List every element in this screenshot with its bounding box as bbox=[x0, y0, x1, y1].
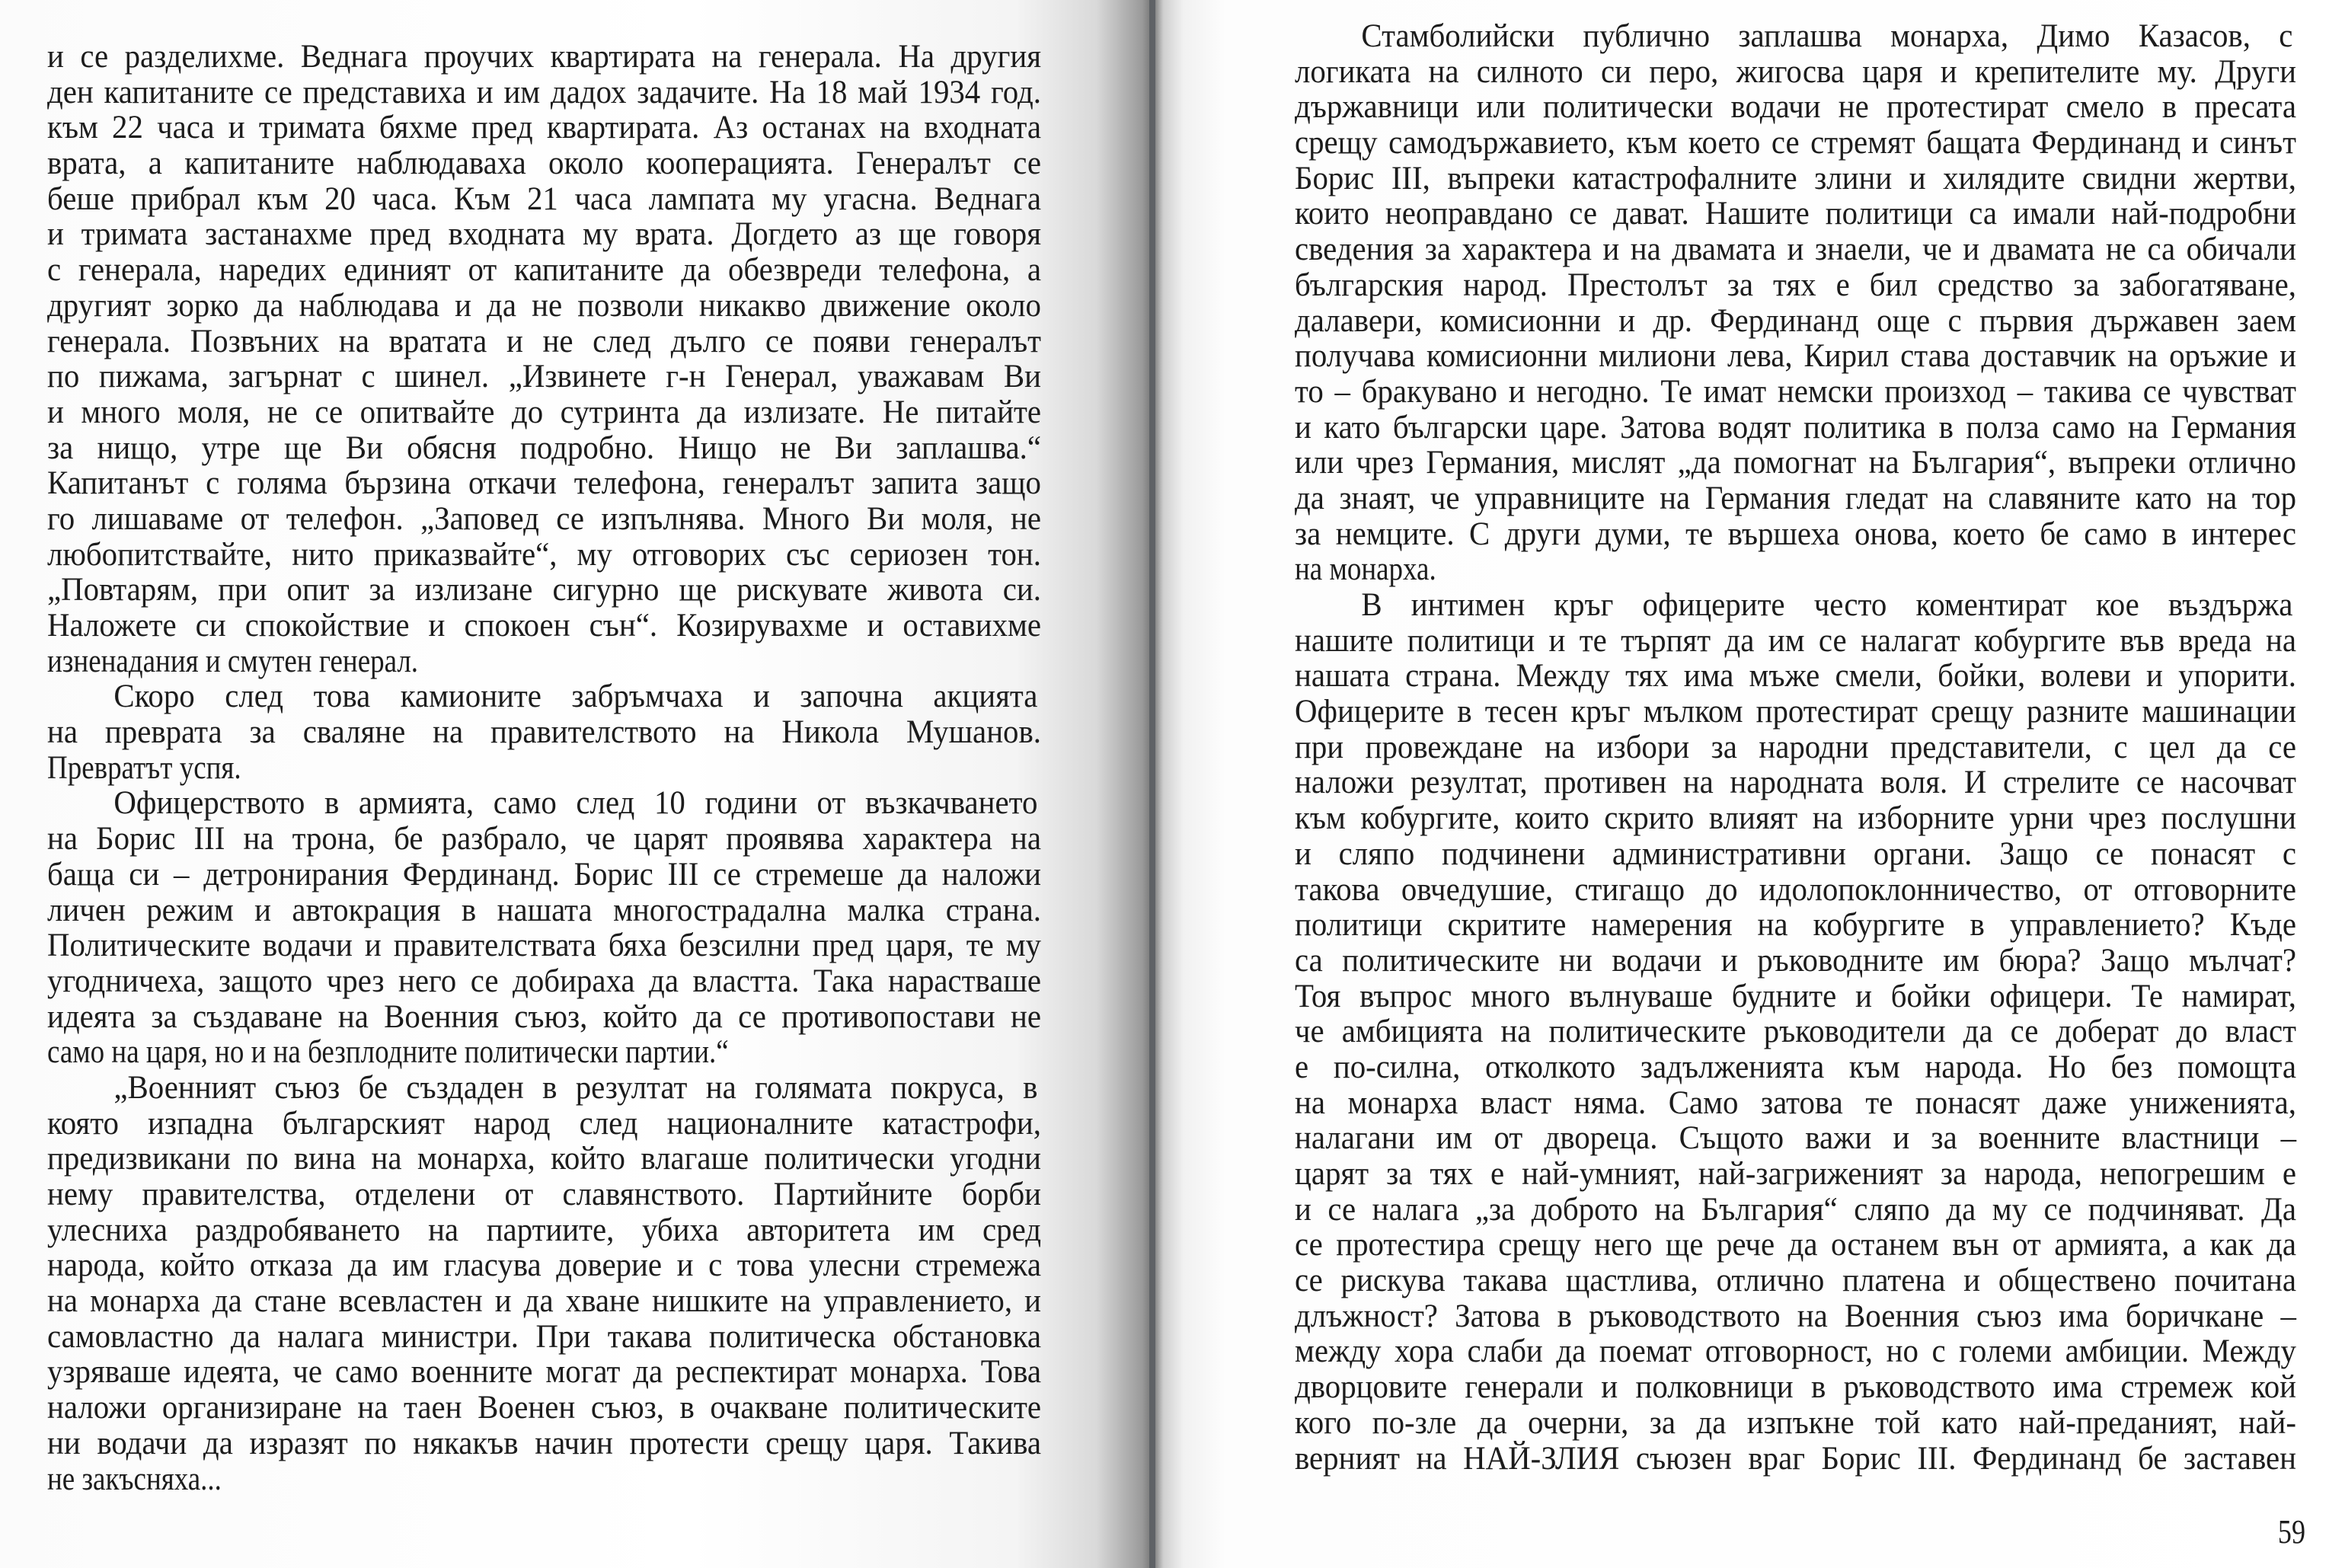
text-line: между хора слаби да поемат отговорност, но с големи амбиции. Между bbox=[1295, 1333, 2296, 1370]
right-page-text bbox=[1295, 19, 2296, 1477]
text-line: личен режим и автокрация в нашата многострадална малка страна. bbox=[47, 892, 1041, 928]
text-line: и като български царе. Затова водят политика в полза само на Германия bbox=[1295, 409, 2296, 445]
text-line: и се налага „за доброто на България“ сляпо да му се подчиняват. Да bbox=[1295, 1191, 2296, 1228]
text-line: беше прибрал към 20 часа. Към 21 часа лампата му угасна. Веднага bbox=[47, 180, 1041, 217]
text-line: Скоро след това камионите забръмчаха и започна акцията bbox=[113, 679, 1038, 715]
text-line: за нищо, утре ще Ви обясня подробно. Нищо не Ви заплашва.“ bbox=[47, 430, 1041, 466]
text-line: то – бракувано и негодно. Те имат немски произход – такива се чувстват bbox=[1295, 373, 2296, 410]
text-line: Стамболийски публично заплашва монарха, Димо Казасов, с bbox=[1361, 18, 2293, 54]
text-line: българския народ. Престолът за тях е бил средство за забогатяване, bbox=[1295, 267, 2296, 303]
text-line: при провеждане на избори за народни представители, с цел да се bbox=[1295, 729, 2296, 765]
left-page-text bbox=[47, 40, 1041, 1497]
text-line: държавници или политически водачи не протестират смело в пресата bbox=[1295, 89, 2296, 126]
text-line: любопитствайте, нито приказвайте“, му отговорих със сериозен тон. bbox=[47, 536, 1041, 573]
text-line: дворцовите генерали и полковници в ръководството има стремеж кой bbox=[1295, 1369, 2296, 1406]
text-line: улесниха раздробяването на партиите, убиха авторитета им сред bbox=[47, 1212, 1041, 1248]
text-line: „Военният съюз бе създаден в резултат на голямата покруса, в bbox=[113, 1069, 1038, 1106]
text-line: изненадания и смутен генерал. bbox=[47, 643, 419, 679]
text-line: „Повтарям, при опит за излизане сигурно ще рискувате живота си. bbox=[47, 572, 1041, 608]
text-line: че амбицията на политическите ръководители да се доберат до власт bbox=[1295, 1014, 2296, 1050]
text-line: генерала. Позвъних на вратата и не след дълго се появи генералът bbox=[47, 323, 1041, 359]
text-line: баща си – детронирания Фердинанд. Борис III се стремеше да наложи bbox=[47, 856, 1041, 893]
text-line: нашите политици и те търпят да им се налагат кобургите във вреда на bbox=[1295, 622, 2296, 659]
text-line: царят за тях е най-умният, най-загриженият за народа, непогрешим е bbox=[1295, 1156, 2296, 1192]
text-line: узряваше идеята, че само военните могат да респектират монарха. Това bbox=[47, 1354, 1041, 1391]
text-line: и много моля, не се опитвайте до сутринта да излизате. Не питайте bbox=[47, 394, 1041, 430]
text-line: на Борис III на трона, бе разбрало, че царят проявява характера на bbox=[47, 821, 1041, 857]
text-line: длъжност? Затова в ръководството на Военния съюз има боричкане – bbox=[1295, 1298, 2296, 1334]
text-line: ни водачи да изразят по някакъв начин протести срещу царя. Такива bbox=[47, 1425, 1041, 1461]
text-line: другият зорко да наблюдава и да не позволи никакво движение около bbox=[47, 287, 1041, 324]
text-line: предизвикани по вина на монарха, който влагаше политически угодни bbox=[47, 1141, 1041, 1177]
text-line: ден капитаните се представиха и им дадох задачите. На 18 май 1934 год. bbox=[47, 74, 1041, 110]
text-line: на преврата за сваляне на правителството на Никола Мушанов. bbox=[47, 714, 1041, 751]
text-line: Офицерите в тесен кръг мълком протестират срещу разните машинации bbox=[1295, 694, 2296, 730]
text-line: срещу самодържавието, към което се стремят бащата Фердинанд и синът bbox=[1295, 125, 2296, 161]
text-line: на монарха власт няма. Само затова те понасят даже униженията, bbox=[1295, 1084, 2296, 1121]
text-line: Офицерството в армията, само след 10 години от възкачването bbox=[113, 785, 1038, 822]
text-line: наложи организиране на таен Военен съюз, в очакване политическите bbox=[47, 1390, 1041, 1426]
text-line: не закъсняха... bbox=[47, 1461, 222, 1497]
text-line: към кобургите, които скрито влияят на изборните урни чрез послушни bbox=[1295, 800, 2296, 837]
text-line: се протестира срещу него ще рече да останем вън от армията, а как да bbox=[1295, 1227, 2296, 1263]
text-line: към 22 часа и тримата бяхме пред квартирата. Аз останах на входната bbox=[47, 110, 1041, 146]
text-line: и сляпо подчинени административни органи. Защо се понасят с bbox=[1295, 835, 2296, 872]
text-line: и тримата застанахме пред входната му врата. Догдето аз ще говоря bbox=[47, 216, 1041, 253]
text-line: Политическите водачи и правителствата бяха безсилни пред царя, те му bbox=[47, 928, 1041, 964]
text-line: която изпадна българският народ след националните катастрофи, bbox=[47, 1105, 1041, 1142]
text-line: самовластно да налага министри. При такава политическа обстановка bbox=[47, 1318, 1041, 1355]
text-line: такова овчедушие, стигащо до идолопоклонничество, от отговорните bbox=[1295, 871, 2296, 908]
text-line: идеята за създаване на Военния съюз, който да се противопостави не bbox=[47, 998, 1041, 1035]
right-page bbox=[1154, 0, 2345, 1568]
text-line: Тоя въпрос много вълнуваше будните и бойки офицери. Те намират, bbox=[1295, 978, 2296, 1014]
text-line: В интимен кръг офицерите често коментират кое въздържа bbox=[1361, 587, 2293, 623]
text-line: нашата страна. Между тях има мъже смели, бойки, волеви и упорити. bbox=[1295, 658, 2296, 695]
left-page bbox=[0, 0, 1154, 1568]
text-line: да знаят, че управниците на Германия гледат на славяните като на тор bbox=[1295, 480, 2296, 516]
text-line: и се разделихме. Веднага проучих квартирата на генерала. На другия bbox=[47, 39, 1041, 75]
text-line: са политическите ни водачи и ръководните им бюра? Защо мълчат? bbox=[1295, 942, 2296, 979]
text-line: или чрез Германия, мислят „да помогнат на България“, въпреки отлично bbox=[1295, 445, 2296, 481]
text-line: народа, който отказа да им гласува доверие и с това улесни стремежа bbox=[47, 1247, 1041, 1284]
text-line: наложи резултат, противен на народната воля. И стрелите се насочват bbox=[1295, 765, 2296, 801]
text-line: на монарха. bbox=[1295, 551, 1436, 588]
text-line: налагани им от двореца. Същото важи и за военните властници – bbox=[1295, 1120, 2296, 1157]
text-line: го лишаваме от телефон. „Заповед се изпълнява. Много Ви моля, не bbox=[47, 500, 1041, 537]
text-line: нему правителства, отделени от славянството. Партийните борби bbox=[47, 1177, 1041, 1212]
text-line: само на царя, но и на безплодните политически партии.“ bbox=[47, 1034, 729, 1071]
text-line: далавери, комисионни и др. Фердинанд още с първия държавен заем bbox=[1295, 302, 2296, 339]
text-line: сведения за характера и на двамата и знаели, че и двамата не са обичали bbox=[1295, 232, 2296, 268]
text-line: кого по-зле да очерни, за да изпъкне той като най-преданият, най- bbox=[1295, 1404, 2296, 1441]
text-line: за немците. С други думи, те вършеха онова, което бе само в интерес bbox=[1295, 516, 2296, 552]
text-line: угодничеха, защото чрез него се добираха да властта. Така нарастваше bbox=[47, 963, 1041, 999]
text-line: Капитанът с голяма бързина откачи телефона, генералът запита защо bbox=[47, 465, 1041, 502]
text-line: врата, а капитаните наблюдаваха около кооперацията. Генералът се bbox=[47, 145, 1041, 182]
text-line: логиката на силното си перо, жигосва царя и крепителите му. Други bbox=[1295, 53, 2296, 90]
text-line: верният на НАЙ-ЗЛИЯ съюзен враг Борис III. Фердинанд бе заставен bbox=[1295, 1440, 2296, 1477]
text-line: е по-силна, отколкото задълженията към народа. Но без помощта bbox=[1295, 1049, 2296, 1085]
book-gutter bbox=[1149, 0, 1155, 1568]
text-line: политици скритите намерения на кобургите в управлението? Къде bbox=[1295, 907, 2296, 944]
text-line: на монарха да стане всевластен и да хване нишките на управлението, и bbox=[47, 1283, 1041, 1320]
text-line: по пижама, загърнат с шинел. „Извинете г-н Генерал, уважавам Ви bbox=[47, 359, 1041, 395]
text-line: се рискува такава щастлива, отлично платена и обществено почитана bbox=[1295, 1263, 2296, 1299]
page-number: 59 bbox=[2277, 1513, 2305, 1550]
text-line: Превратът успя. bbox=[47, 749, 241, 786]
text-line: Наложете си спокойствие и спокоен сън“. Козирувахме и оставихме bbox=[47, 608, 1041, 643]
text-line: получава комисионни милиони лева, Кирил става доставчик на оръжие и bbox=[1295, 338, 2296, 375]
text-line: Борис III, въпреки катастрофалните злини и хилядите свидни жертви, bbox=[1295, 160, 2296, 196]
text-line: с генерала, наредих единият от капитаните да обезвреди телефона, а bbox=[47, 252, 1041, 289]
text-line: които неоправдано се дават. Нашите политици са имали най-подробни bbox=[1295, 196, 2296, 232]
